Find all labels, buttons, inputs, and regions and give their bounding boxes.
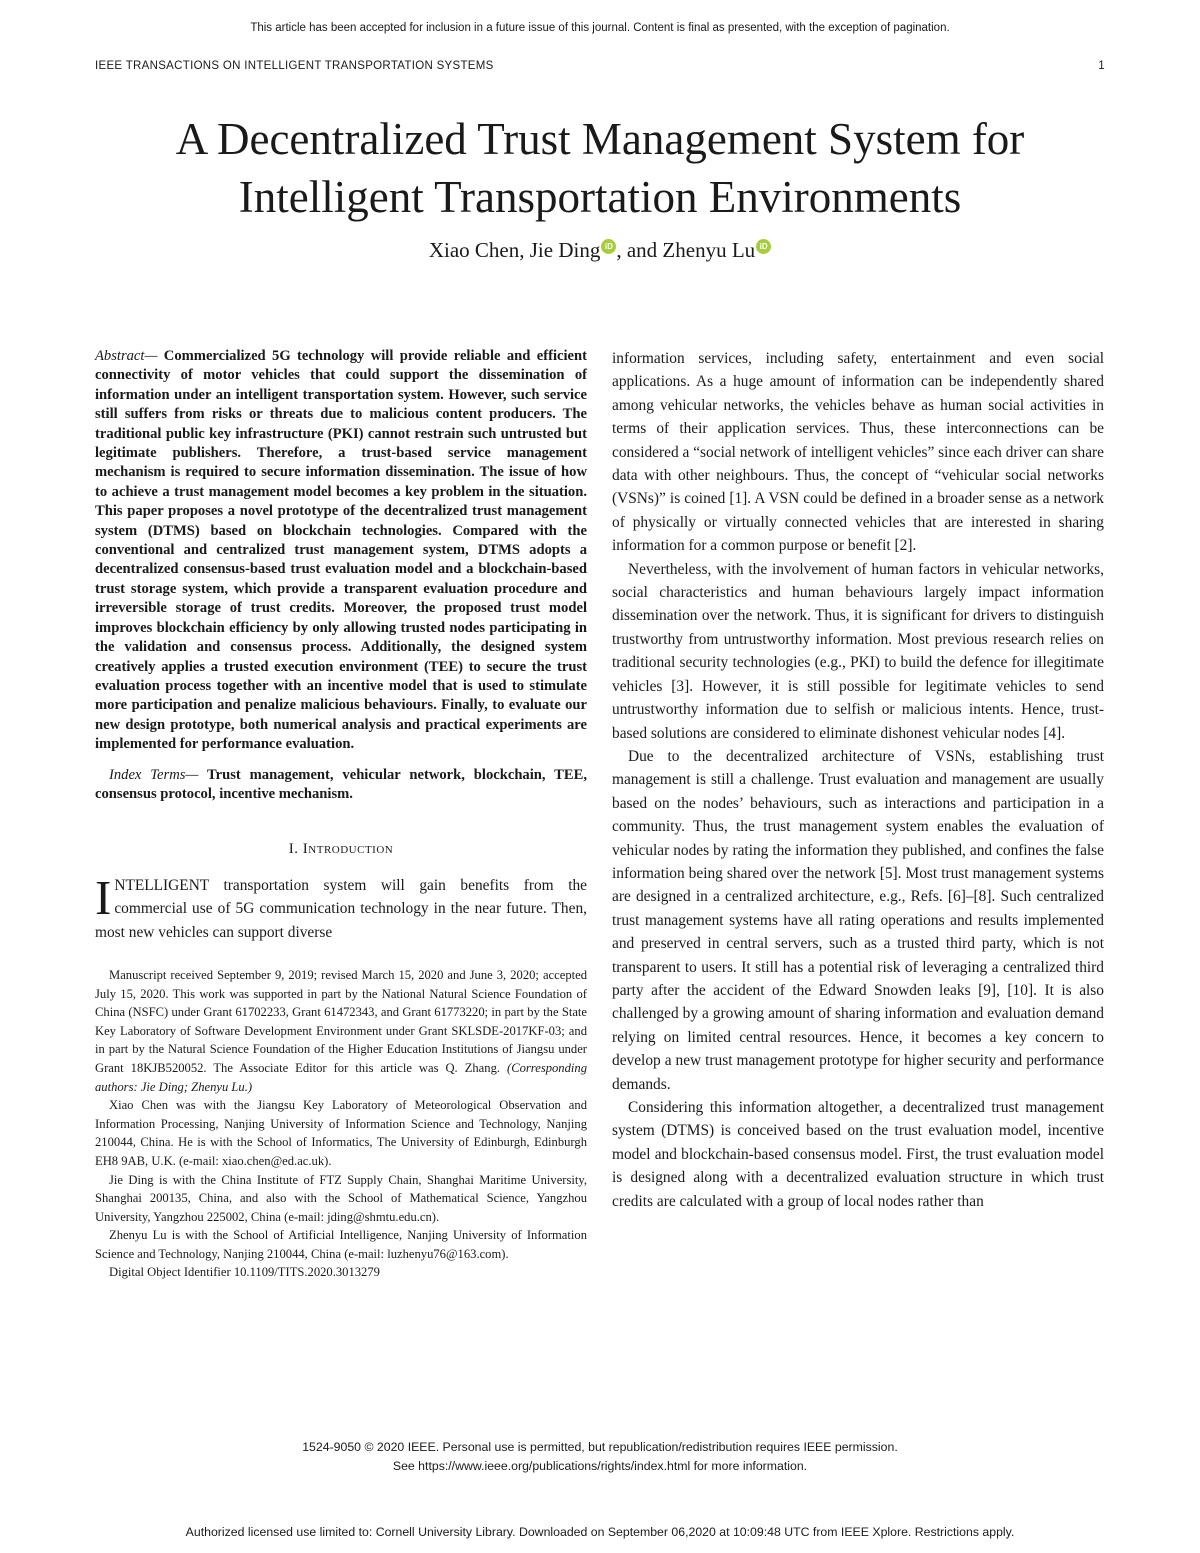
footnote-manuscript — [95, 966, 587, 1096]
copyright-line-2[interactable]: See https://www.ieee.org/publications/rights/index.html for more information. — [392, 1459, 808, 1473]
intro-paragraph-continued: information services, including safety, entertainment and even social applications. As a huge amount of information can be independently shared among vehicular networks, the vehicles behave as human social activities in terms of their application services. Thus, these interconnections can be considered a “social network of intelligent vehicles” since each driver can share data with other neighbours. Thus, the concept of “vehicular social networks (VSNs)” is coined [1]. A VSN could be defined in a broader sense as a network of physically or virtually connected vehicles that are interested in sharing information for a common purpose or benefit [2]. — [612, 350, 1104, 555]
index-terms-label: Index Terms— — [109, 766, 199, 783]
intro-paragraph-2: Nevertheless, with the involvement of human factors in vehicular networks, social characteristics and human behaviours largely impact information dissemination over the network. Thus, it is significant for drivers to distinguish trustworthy from untrustworthy information. Most previous research relies on traditional security technologies (e.g., PKI) to build the defence for illegitimate vehicles [3]. However, it is still possible for legitimate vehicles to send untrustworthy information due to selfish or malicious intents. Hence, trust-based solutions are considered to eliminate dishonest vehicular nodes [4]. — [612, 560, 1104, 742]
copyright-notice — [0, 1438, 1200, 1476]
footnote-doi[interactable]: Digital Object Identifier 10.1109/TITS.2020.3013279 — [109, 1265, 380, 1280]
section-number: I. — [288, 841, 303, 858]
abstract-label: Abstract— — [95, 348, 158, 364]
footnote-manuscript-text: Manuscript received September 9, 2019; revised March 15, 2020 and June 3, 2020; accepted July 15, 2020. This work was supported in part by the National Natural Science Foundation of China (NSFC) under Grant 61702233, Grant 61472343, and Grant 61773220; in part by the State Key Laboratory of Software Development Environment under Grant SKLSDE-2017KF-03; and in part by the Natural Science Foundation of the Higher Education Institutions of Jiangsu under Grant 18KJB520052. The Associate Editor for this article was Q. Zhang. — [95, 967, 587, 1075]
copyright-line-1: 1524-9050 © 2020 IEEE. Personal use is permitted, but republication/redistribution requires IEEE permission. — [302, 1440, 898, 1454]
left-column — [95, 347, 587, 1282]
title-line-1: A Decentralized Trust Management System for — [175, 114, 1025, 164]
section-heading — [95, 838, 587, 861]
abstract — [95, 347, 587, 755]
license-notice: Authorized licensed use limited to: Cornell University Library. Downloaded on September 06,2020 at 10:09:48 UTC from IEEE Xplore. Restrictions apply. — [185, 1525, 1015, 1539]
author-list — [0, 238, 1200, 263]
footnotes — [95, 966, 587, 1282]
intro-paragraph-4: Considering this information altogether, a decentralized trust management system (DTMS) is conceived based on the trust evaluation model, incentive model and blockchain-based consensus model. First, the trust evaluation model is designed along with a decentralized evaluation structure in which trust credits are calculated with a group of local nodes rather than — [612, 1099, 1104, 1210]
intro-text: NTELLIGENT transportation system will gain benefits from the commercial use of 5G communication technology in the near future. Then, most new vehicles can support diverse — [95, 876, 587, 941]
drop-cap: I — [95, 869, 112, 925]
orcid-icon[interactable]: iD — [601, 239, 616, 254]
title-line-2: Intelligent Transportation Environments — [238, 172, 962, 222]
orcid-icon[interactable]: iD — [756, 239, 771, 254]
index-terms-text: Trust management, vehicular network, blockchain, TEE, consensus protocol, incentive mechanism. — [95, 766, 587, 802]
footnote-corresponding: (Corresponding authors: Jie Ding; Zhenyu Lu.) — [95, 1060, 587, 1094]
intro-paragraph — [95, 869, 587, 944]
footnote-author-3: Zhenyu Lu is with the School of Artificial Intelligence, Nanjing University of Information Science and Technology, Nanjing 210044, China (e-mail: luzhenyu76@163.com). — [95, 1228, 587, 1261]
journal-name: IEEE TRANSACTIONS ON INTELLIGENT TRANSPORTATION SYSTEMS — [95, 60, 494, 72]
author-names-2: , and Zhenyu Lu — [616, 238, 756, 262]
right-column — [612, 347, 1104, 1213]
paper-title — [60, 110, 1140, 226]
running-head — [95, 60, 1105, 72]
index-terms — [95, 766, 587, 805]
footnote-author-2: Jie Ding is with the China Institute of FTZ Supply Chain, Shanghai Maritime University, Shanghai 200135, China, and also with the School of Mathematical Science, Yangzhou University, Yangzhou 225002, China (e-mail: jding@shmtu.edu.cn). — [95, 1172, 587, 1224]
footnote-author-1: Xiao Chen was with the Jiangsu Key Laboratory of Meteorological Observation and Information Processing, Nanjing University of Information Science and Technology, Nanjing 210044, China. He is with the School of Informatics, The University of Edinburgh, Edinburgh EH8 9AB, U.K. (e-mail: xiao.chen@ed.ac.uk). — [95, 1098, 587, 1168]
intro-paragraph-3: Due to the decentralized architecture of VSNs, establishing trust management is still a challenge. Trust evaluation and management are usually based on the nodes’ behaviours, such as interactions and participation in a community. Thus, the trust management system enables the evaluation of vehicular nodes by rating the information they published, and confines the false information being shared over the network [5]. Most trust management systems are designed in a centralized architecture, e.g., Refs. [6]–[8]. Such centralized trust management systems have all rating operations and results implemented and preserved in central servers, such as a trusted third party, which is not transparent to users. It still has a potential risk of leveraging a centralized third party after the accident of the Edward Snowden leaks [9], [10]. It is also challenged by a growing amount of sharing information and evaluation demand relying on limited central resources. Hence, it becomes a key concern to develop a new trust management prototype for higher security and performance demands. — [612, 747, 1104, 1093]
page-number: 1 — [1098, 60, 1105, 72]
section-title: Introduction — [302, 841, 394, 858]
acceptance-notice: This article has been accepted for inclusion in a future issue of this journal. Content is final as presented, with the exception of pagination. — [250, 22, 950, 34]
author-names-1: Xiao Chen, Jie Ding — [428, 238, 601, 262]
abstract-text: Commercialized 5G technology will provide reliable and efficient connectivity of motor vehicles that could support the dissemination of information under an intelligent transportation system. However, such service still suffers from risks or threats due to malicious content producers. The traditional public key infrastructure (PKI) cannot restrain such untrusted but legitimate publishers. Therefore, a trust-based service management mechanism is required to secure information dissemination. The issue of how to achieve a trust management model becomes a key problem in the situation. This paper proposes a novel prototype of the decentralized trust management system (DTMS) based on blockchain technologies. Compared with the conventional and centralized trust management system, DTMS adopts a decentralized consensus-based trust evaluation model and a blockchain-based trust storage system, which provide a transparent evaluation procedure and irreversible storage of trust credits. Moreover, the proposed trust model improves blockchain efficiency by only allowing trusted nodes participating in the validation and consensus process. Additionally, the designed system creatively applies a trusted execution environment (TEE) to secure the trust evaluation process together with an incentive model that is used to stimulate more participation and penalize malicious behaviours. Finally, to evaluate our new design prototype, both numerical analysis and practical experiments are implemented for performance evaluation. — [95, 348, 587, 753]
